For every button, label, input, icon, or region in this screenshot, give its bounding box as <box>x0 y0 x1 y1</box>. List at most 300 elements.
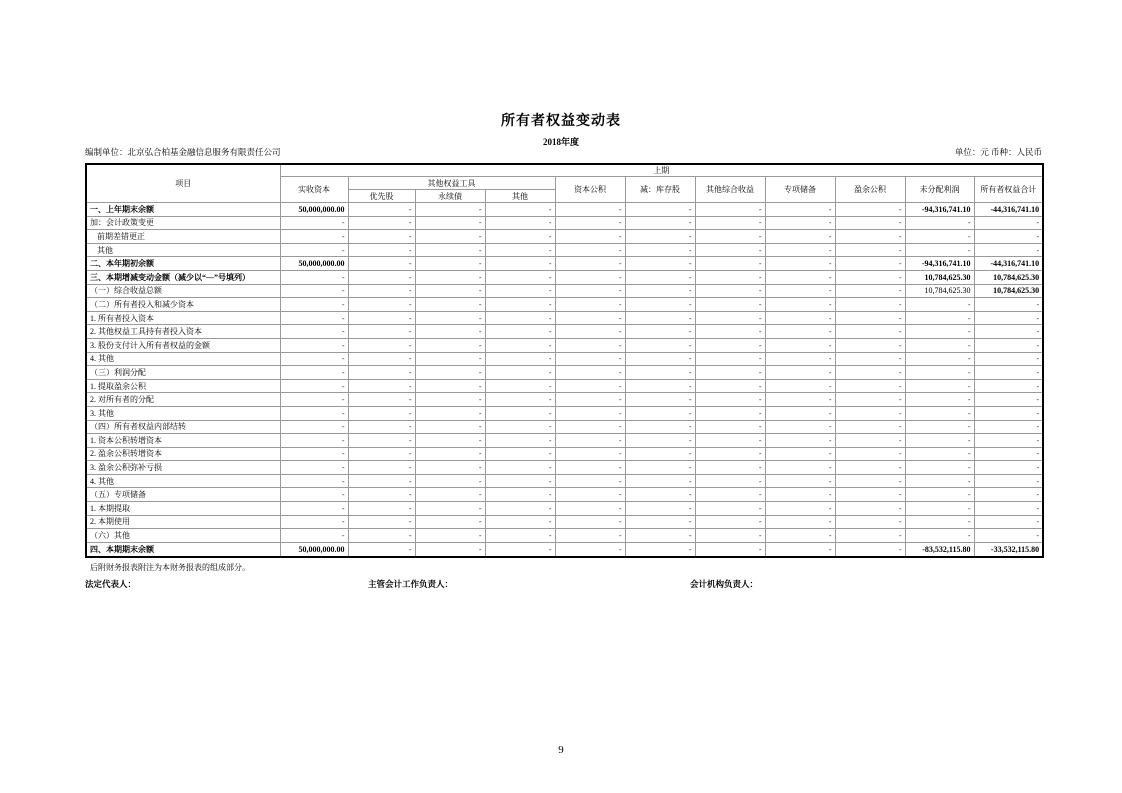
cell-value: - <box>280 434 348 448</box>
cell-value: - <box>348 216 415 230</box>
cell-value: - <box>695 488 765 502</box>
cell-value: - <box>625 529 695 543</box>
cell-value: - <box>280 461 348 475</box>
cell-value: - <box>765 325 835 339</box>
cell-value: - <box>555 542 625 557</box>
cell-value: - <box>974 311 1043 325</box>
cell-value: - <box>974 420 1043 434</box>
cell-value: - <box>348 474 415 488</box>
chief-accounting-officer-label: 主管会计工作负责人： <box>368 579 454 589</box>
cell-value: - <box>905 474 974 488</box>
currency-unit-label: 单位：元 币种：人民币 <box>954 147 1042 157</box>
cell-value: - <box>835 542 905 557</box>
table-row <box>86 298 1043 312</box>
cell-value: - <box>415 406 485 420</box>
cell-value: - <box>835 488 905 502</box>
cell-value: - <box>348 502 415 516</box>
cell-value: - <box>555 216 625 230</box>
cell-value: - <box>485 406 555 420</box>
cell-value: - <box>348 257 415 271</box>
cell-value: - <box>625 542 695 557</box>
cell-value: - <box>765 284 835 298</box>
cell-value: -33,532,115.80 <box>974 542 1043 557</box>
cell-value: - <box>765 474 835 488</box>
cell-value: - <box>835 325 905 339</box>
cell-value: - <box>905 434 974 448</box>
prepared-by-label: 编制单位：北京弘合柏基金融信息服务有限责任公司 <box>85 147 281 157</box>
cell-value: 10,784,625.30 <box>905 270 974 284</box>
cell-value: - <box>415 434 485 448</box>
cell-value: - <box>695 311 765 325</box>
cell-value: - <box>555 420 625 434</box>
cell-value: - <box>555 284 625 298</box>
cell-value: - <box>415 379 485 393</box>
cell-value: - <box>280 447 348 461</box>
table-row <box>86 461 1043 475</box>
cell-value: - <box>835 502 905 516</box>
cell-value: - <box>485 284 555 298</box>
cell-value: - <box>835 203 905 217</box>
cell-value: - <box>280 311 348 325</box>
cell-value: - <box>348 434 415 448</box>
row-label: （二）所有者投入和减少资本 <box>86 298 280 312</box>
cell-value: - <box>280 270 348 284</box>
cell-value: - <box>905 488 974 502</box>
cell-value: - <box>485 542 555 557</box>
cell-value: - <box>415 447 485 461</box>
row-label: 4. 其他 <box>86 474 280 488</box>
cell-value: - <box>280 216 348 230</box>
table-row <box>86 230 1043 244</box>
cell-value: - <box>485 488 555 502</box>
cell-value: - <box>555 298 625 312</box>
cell-value: - <box>835 529 905 543</box>
cell-value: - <box>695 325 765 339</box>
cell-value: - <box>974 379 1043 393</box>
cell-value: - <box>415 474 485 488</box>
table-row <box>86 325 1043 339</box>
header-period: 上期 <box>280 164 1043 177</box>
cell-value: - <box>835 270 905 284</box>
cell-value: - <box>625 270 695 284</box>
row-label: 2. 本期使用 <box>86 515 280 529</box>
cell-value: - <box>625 311 695 325</box>
cell-value: - <box>695 270 765 284</box>
cell-value: - <box>555 515 625 529</box>
cell-value: - <box>415 257 485 271</box>
header-special-reserve: 专项储备 <box>765 177 835 203</box>
cell-value: - <box>765 502 835 516</box>
header-surplus-reserve: 盈余公积 <box>835 177 905 203</box>
cell-value: - <box>905 502 974 516</box>
cell-value: - <box>765 216 835 230</box>
row-label: 其他 <box>86 243 280 257</box>
cell-value: - <box>695 298 765 312</box>
cell-value: - <box>625 379 695 393</box>
cell-value: - <box>974 230 1043 244</box>
cell-value: - <box>974 325 1043 339</box>
cell-value: - <box>765 270 835 284</box>
row-label: 1. 提取盈余公积 <box>86 379 280 393</box>
cell-value: 50,000,000.00 <box>280 542 348 557</box>
cell-value: - <box>905 325 974 339</box>
cell-value: - <box>555 447 625 461</box>
cell-value: - <box>555 488 625 502</box>
row-label: （三）利润分配 <box>86 366 280 380</box>
cell-value: - <box>348 379 415 393</box>
row-label: （一）综合收益总额 <box>86 284 280 298</box>
cell-value: - <box>695 474 765 488</box>
table-row <box>86 502 1043 516</box>
cell-value: - <box>695 406 765 420</box>
cell-value: - <box>905 243 974 257</box>
cell-value: - <box>555 379 625 393</box>
cell-value: - <box>415 270 485 284</box>
cell-value: - <box>485 230 555 244</box>
cell-value: - <box>415 352 485 366</box>
cell-value: - <box>280 325 348 339</box>
cell-value: - <box>835 338 905 352</box>
row-label: 2. 盈余公积转增资本 <box>86 447 280 461</box>
cell-value: - <box>974 338 1043 352</box>
cell-value: -83,532,115.80 <box>905 542 974 557</box>
cell-value: - <box>835 379 905 393</box>
cell-value: - <box>348 529 415 543</box>
cell-value: - <box>835 447 905 461</box>
cell-value: - <box>765 243 835 257</box>
cell-value: - <box>485 434 555 448</box>
cell-value: - <box>555 243 625 257</box>
cell-value: - <box>280 515 348 529</box>
cell-value: - <box>280 529 348 543</box>
cell-value: - <box>695 366 765 380</box>
cell-value: - <box>625 284 695 298</box>
fiscal-year-subtitle: 2018年度 <box>542 137 579 147</box>
cell-value: - <box>695 352 765 366</box>
cell-value: - <box>348 284 415 298</box>
header-preferred-shares: 优先股 <box>348 190 415 203</box>
cell-value: - <box>974 352 1043 366</box>
cell-value: - <box>348 338 415 352</box>
row-label: 二、本年期初余额 <box>86 257 280 271</box>
cell-value: - <box>348 488 415 502</box>
row-label: （六）其他 <box>86 529 280 543</box>
cell-value: - <box>485 338 555 352</box>
cell-value: - <box>695 529 765 543</box>
cell-value: - <box>555 338 625 352</box>
table-row <box>86 203 1043 217</box>
table-row <box>86 393 1043 407</box>
cell-value: - <box>485 216 555 230</box>
row-label: 三、本期增减变动金额（减少以“—”号填列） <box>86 270 280 284</box>
cell-value: - <box>905 298 974 312</box>
cell-value: - <box>974 461 1043 475</box>
cell-value: - <box>555 406 625 420</box>
cell-value: - <box>485 203 555 217</box>
cell-value: - <box>485 311 555 325</box>
cell-value: - <box>280 488 348 502</box>
cell-value: - <box>555 461 625 475</box>
cell-value: - <box>695 379 765 393</box>
cell-value: - <box>280 298 348 312</box>
cell-value: - <box>974 406 1043 420</box>
cell-value: - <box>280 230 348 244</box>
header-other-instruments: 其他 <box>485 190 555 203</box>
cell-value: - <box>280 406 348 420</box>
cell-value: - <box>415 366 485 380</box>
cell-value: - <box>905 311 974 325</box>
cell-value: - <box>415 203 485 217</box>
cell-value: - <box>555 270 625 284</box>
header-less-treasury-stock: 减：库存股 <box>625 177 695 203</box>
cell-value: - <box>485 529 555 543</box>
accounting-department-head-label: 会计机构负责人： <box>690 579 759 589</box>
cell-value: - <box>485 515 555 529</box>
cell-value: - <box>280 502 348 516</box>
cell-value: - <box>765 393 835 407</box>
cell-value: - <box>765 230 835 244</box>
cell-value: - <box>348 515 415 529</box>
cell-value: - <box>555 352 625 366</box>
cell-value: - <box>555 311 625 325</box>
cell-value: - <box>765 461 835 475</box>
table-row <box>86 406 1043 420</box>
cell-value: - <box>974 502 1043 516</box>
cell-value: - <box>905 379 974 393</box>
cell-value: - <box>695 434 765 448</box>
cell-value: - <box>555 502 625 516</box>
cell-value: - <box>625 393 695 407</box>
cell-value: - <box>905 515 974 529</box>
cell-value: - <box>625 366 695 380</box>
cell-value: - <box>695 515 765 529</box>
cell-value: - <box>905 352 974 366</box>
cell-value: 50,000,000.00 <box>280 257 348 271</box>
cell-value: - <box>835 216 905 230</box>
cell-value: - <box>485 420 555 434</box>
cell-value: - <box>835 393 905 407</box>
table-row <box>86 474 1043 488</box>
cell-value: - <box>485 325 555 339</box>
cell-value: - <box>555 366 625 380</box>
cell-value: - <box>415 325 485 339</box>
cell-value: - <box>765 542 835 557</box>
cell-value: - <box>348 243 415 257</box>
cell-value: - <box>415 502 485 516</box>
cell-value: - <box>415 284 485 298</box>
row-label: （五）专项储备 <box>86 488 280 502</box>
cell-value: - <box>765 366 835 380</box>
cell-value: - <box>348 393 415 407</box>
cell-value: - <box>695 338 765 352</box>
cell-value: - <box>835 243 905 257</box>
cell-value: - <box>695 230 765 244</box>
cell-value: - <box>625 406 695 420</box>
table-row <box>86 284 1043 298</box>
cell-value: - <box>348 352 415 366</box>
cell-value: - <box>348 447 415 461</box>
table-row <box>86 352 1043 366</box>
cell-value: - <box>835 515 905 529</box>
cell-value: - <box>555 393 625 407</box>
cell-value: - <box>765 338 835 352</box>
cell-value: - <box>555 203 625 217</box>
header-paid-in-capital: 实收资本 <box>280 177 348 203</box>
cell-value: - <box>348 406 415 420</box>
cell-value: - <box>348 366 415 380</box>
signature-row <box>85 578 1042 592</box>
cell-value: - <box>415 311 485 325</box>
cell-value: - <box>485 379 555 393</box>
cell-value: - <box>765 257 835 271</box>
cell-value: - <box>765 311 835 325</box>
header-item: 项目 <box>86 164 280 203</box>
cell-value: - <box>625 338 695 352</box>
cell-value: - <box>625 216 695 230</box>
cell-value: - <box>765 379 835 393</box>
cell-value: - <box>415 515 485 529</box>
cell-value: - <box>695 502 765 516</box>
cell-value: - <box>695 447 765 461</box>
cell-value: - <box>695 243 765 257</box>
cell-value: - <box>625 298 695 312</box>
legal-representative-label: 法定代表人： <box>85 579 137 589</box>
cell-value: - <box>485 474 555 488</box>
cell-value: - <box>974 366 1043 380</box>
cell-value: - <box>415 529 485 543</box>
cell-value: - <box>555 434 625 448</box>
row-label: 四、本期期末余额 <box>86 542 280 557</box>
cell-value: - <box>905 447 974 461</box>
cell-value: - <box>348 325 415 339</box>
cell-value: - <box>625 352 695 366</box>
cell-value: - <box>765 529 835 543</box>
row-label: 前期差错更正 <box>86 230 280 244</box>
cell-value: 10,784,625.30 <box>905 284 974 298</box>
table-row <box>86 270 1043 284</box>
cell-value: - <box>348 461 415 475</box>
cell-value: - <box>835 298 905 312</box>
cell-value: - <box>835 284 905 298</box>
header-total-owners-equity: 所有者权益合计 <box>974 177 1043 203</box>
cell-value: - <box>485 298 555 312</box>
cell-value: - <box>905 461 974 475</box>
cell-value: - <box>974 243 1043 257</box>
cell-value: - <box>974 298 1043 312</box>
cell-value: - <box>905 420 974 434</box>
page-number: 9 <box>558 744 564 756</box>
cell-value: - <box>765 420 835 434</box>
cell-value: - <box>348 298 415 312</box>
table-row <box>86 379 1043 393</box>
cell-value: - <box>280 284 348 298</box>
cell-value: - <box>415 488 485 502</box>
row-label: 2. 其他权益工具持有者投入资本 <box>86 325 280 339</box>
cell-value: - <box>415 298 485 312</box>
cell-value: - <box>695 461 765 475</box>
row-label: 1. 所有者投入资本 <box>86 311 280 325</box>
cell-value: - <box>280 474 348 488</box>
cell-value: 10,784,625.30 <box>974 284 1043 298</box>
cell-value: - <box>765 298 835 312</box>
equity-change-table <box>85 163 1044 558</box>
row-label: 一、上年期末余额 <box>86 203 280 217</box>
table-row <box>86 488 1043 502</box>
cell-value: - <box>905 393 974 407</box>
cell-value: - <box>835 461 905 475</box>
cell-value: - <box>280 243 348 257</box>
cell-value: - <box>625 447 695 461</box>
cell-value: - <box>905 338 974 352</box>
cell-value: - <box>835 406 905 420</box>
cell-value: - <box>905 529 974 543</box>
table-row <box>86 257 1043 271</box>
cell-value: - <box>835 257 905 271</box>
cell-value: - <box>555 257 625 271</box>
table-row <box>86 515 1043 529</box>
cell-value: - <box>835 420 905 434</box>
cell-value: - <box>905 230 974 244</box>
row-label: 1. 本期提取 <box>86 502 280 516</box>
table-row <box>86 338 1043 352</box>
cell-value: - <box>765 203 835 217</box>
row-label: 1. 资本公积转增资本 <box>86 434 280 448</box>
cell-value: - <box>765 447 835 461</box>
cell-value: - <box>974 474 1043 488</box>
cell-value: - <box>625 230 695 244</box>
cell-value: - <box>280 352 348 366</box>
cell-value: - <box>485 352 555 366</box>
page-title: 所有者权益变动表 <box>501 114 621 129</box>
cell-value: - <box>348 203 415 217</box>
cell-value: - <box>625 325 695 339</box>
cell-value: - <box>485 243 555 257</box>
cell-value: - <box>695 420 765 434</box>
cell-value: - <box>835 366 905 380</box>
header-perpetual-bonds: 永续债 <box>415 190 485 203</box>
cell-value: - <box>555 474 625 488</box>
cell-value: - <box>765 488 835 502</box>
header-capital-reserve: 资本公积 <box>555 177 625 203</box>
row-label: 3. 其他 <box>86 406 280 420</box>
table-row <box>86 447 1043 461</box>
cell-value: - <box>625 434 695 448</box>
cell-value: - <box>835 474 905 488</box>
table-row <box>86 542 1043 557</box>
table-row <box>86 216 1043 230</box>
cell-value: - <box>348 270 415 284</box>
table-row <box>86 243 1043 257</box>
cell-value: -94,316,741.10 <box>905 257 974 271</box>
cell-value: - <box>280 393 348 407</box>
cell-value: - <box>974 393 1043 407</box>
cell-value: - <box>625 257 695 271</box>
cell-value: - <box>765 406 835 420</box>
cell-value: - <box>905 406 974 420</box>
cell-value: 50,000,000.00 <box>280 203 348 217</box>
table-row <box>86 529 1043 543</box>
cell-value: - <box>625 488 695 502</box>
row-label: 2. 对所有者的分配 <box>86 393 280 407</box>
cell-value: - <box>625 243 695 257</box>
table-row <box>86 434 1043 448</box>
row-label: （四）所有者权益内部结转 <box>86 420 280 434</box>
cell-value: - <box>625 203 695 217</box>
cell-value: - <box>625 502 695 516</box>
cell-value: - <box>415 230 485 244</box>
cell-value: - <box>835 434 905 448</box>
cell-value: - <box>835 352 905 366</box>
